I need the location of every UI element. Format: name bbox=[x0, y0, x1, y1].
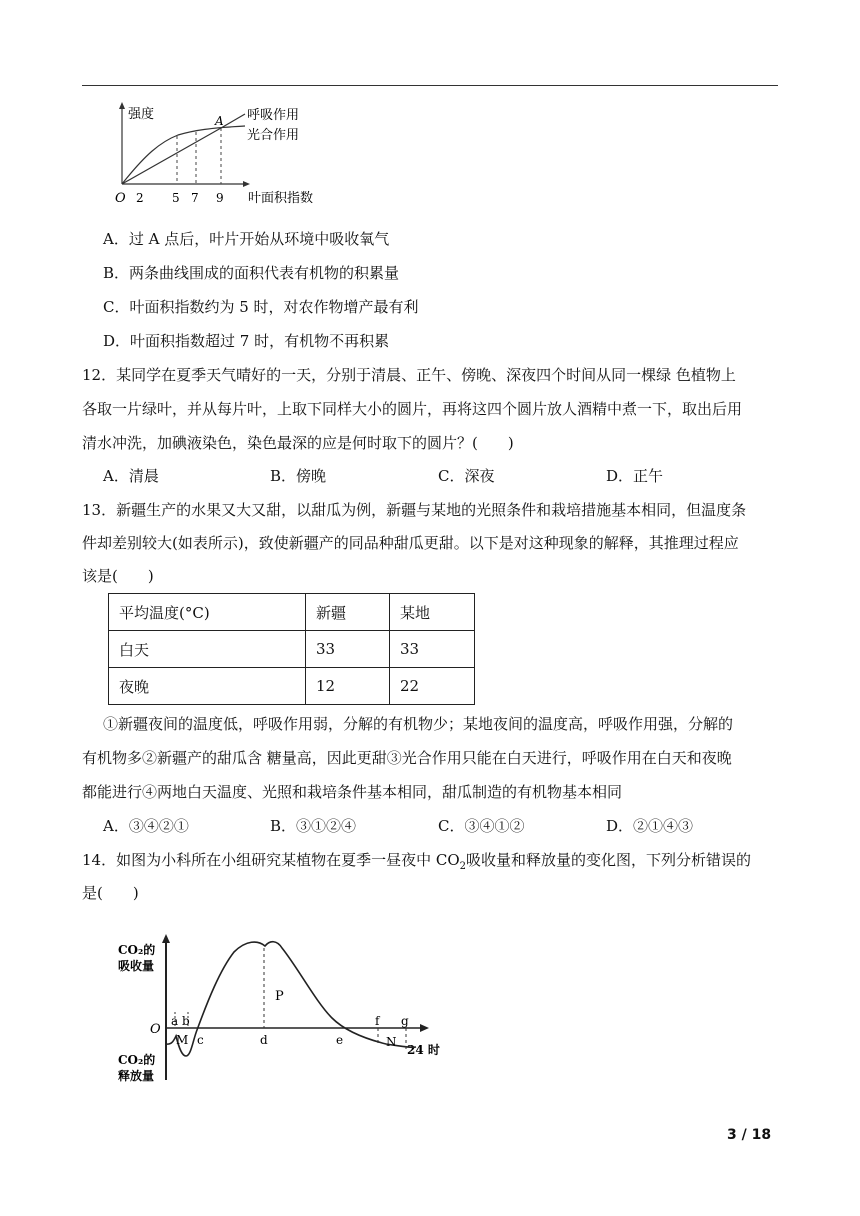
y-bottom-label-1: CO₂的 bbox=[118, 1053, 156, 1067]
y-bottom-label-2: 释放量 bbox=[118, 1069, 155, 1083]
table-cell: 12 bbox=[306, 668, 390, 705]
q12-stem-line-3: 清水冲洗，加碘液染色，染色最深的应是何时取下的圆片？( ) bbox=[82, 434, 514, 452]
table-row bbox=[109, 631, 475, 668]
figure-co2-exchange bbox=[110, 930, 450, 1090]
photosynthesis-label: 光合作用 bbox=[247, 128, 300, 143]
tick-5: 5 bbox=[172, 191, 180, 205]
q14-stem-line-2: 是( ) bbox=[82, 884, 139, 902]
table-cell: 22 bbox=[390, 668, 475, 705]
point-d: d bbox=[260, 1033, 268, 1047]
q13-stem-line-2: 件却差别较大(如表所示)，致使新疆产的同品种甜瓜更甜。以下是对这种现象的解释，其推理过程应 bbox=[82, 534, 739, 552]
q11-option-d: D．叶面积指数超过 7 时，有机物不再积累 bbox=[103, 332, 390, 350]
table-row bbox=[109, 668, 475, 705]
table-header-cell: 平均温度(°C) bbox=[109, 594, 306, 631]
q12-option-d: D．正午 bbox=[606, 467, 664, 485]
q12-option-a: A．清晨 bbox=[103, 467, 159, 485]
q12-stem-line-1: 12．某同学在夏季天气晴好的一天，分别于清晨、正午、傍晚、深夜四个时间从同一棵绿 色植物上 bbox=[82, 366, 736, 384]
temperature-table bbox=[108, 593, 475, 705]
region-m: M bbox=[176, 1033, 189, 1047]
point-e: e bbox=[336, 1033, 344, 1047]
q13-option-b: B．③①②④ bbox=[270, 817, 357, 835]
q11-option-a: A．过 A 点后，叶片开始从环境中吸收氧气 bbox=[103, 230, 390, 248]
table-cell: 白天 bbox=[109, 631, 306, 668]
q13-statement-line-2: 有机物多②新疆产的甜瓜含 糖量高，因此更甜③光合作用只能在白天进行，呼吸作用在白天和夜晚 bbox=[82, 749, 732, 767]
table-cell: 33 bbox=[390, 631, 475, 668]
q13-stem-line-3: 该是( ) bbox=[82, 567, 154, 585]
tick-9: 9 bbox=[216, 191, 224, 205]
respiration-label: 呼吸作用 bbox=[247, 108, 300, 123]
region-p: P bbox=[275, 989, 284, 1004]
q13-stem-line-1: 13．新疆生产的水果又大又甜，以甜瓜为例，新疆与某地的光照条件和栽培措施基本相同，但温度条 bbox=[82, 501, 747, 519]
q14-stem-pre: 14．如图为小科所在小组研究某植物在夏季一昼夜中 CO bbox=[82, 851, 460, 869]
y-axis-label: 强度 bbox=[128, 107, 155, 122]
tick-2: 2 bbox=[136, 191, 144, 205]
q12-stem-line-2: 各取一片绿叶，并从每片叶，上取下同样大小的圆片，再将这四个圆片放人酒精中煮一下，取出后用 bbox=[82, 400, 743, 418]
table-header-row bbox=[109, 594, 475, 631]
point-b: b bbox=[182, 1014, 190, 1028]
photosynthesis-curve bbox=[122, 126, 245, 184]
table-header-cell: 新疆 bbox=[306, 594, 390, 631]
point-a: a bbox=[171, 1014, 179, 1028]
origin-label: O bbox=[115, 191, 126, 206]
point-c: c bbox=[197, 1033, 204, 1047]
q12-option-c: C．深夜 bbox=[438, 467, 495, 485]
q12-options bbox=[103, 466, 783, 486]
respiration-curve bbox=[122, 114, 245, 184]
q14-stem-line-1 bbox=[82, 850, 782, 877]
q11-option-b: B．两条曲线围成的面积代表有机物的积累量 bbox=[103, 264, 400, 282]
q13-options bbox=[103, 816, 783, 836]
tick-7: 7 bbox=[191, 191, 199, 205]
q12-option-b: B．傍晚 bbox=[270, 467, 327, 485]
x-axis-label: 叶面积指数 bbox=[248, 191, 314, 206]
q14-subscript: 2 bbox=[459, 861, 467, 872]
q13-statement-line-1: ①新疆夜间的温度低，呼吸作用弱，分解的有机物少；某地夜间的温度高，呼吸作用强，分解的 bbox=[103, 715, 734, 733]
q13-option-a: A．③④②① bbox=[103, 817, 189, 835]
q14-stem-post: 吸收量和释放量的变化图，下列分析错误的 bbox=[466, 851, 752, 869]
region-n: N bbox=[386, 1035, 397, 1049]
point-g: g bbox=[401, 1014, 409, 1028]
table-cell: 夜晚 bbox=[109, 668, 306, 705]
q11-option-c: C．叶面积指数约为 5 时，对农作物增产最有利 bbox=[103, 298, 419, 316]
figure-leaf-area-index bbox=[100, 100, 330, 210]
y-top-label-2: 吸收量 bbox=[118, 959, 155, 973]
q13-statement-line-3: 都能进行④两地白天温度、光照和栽培条件基本相同，甜瓜制造的有机物基本相同 bbox=[82, 783, 623, 801]
y-top-label-1: CO₂的 bbox=[118, 943, 156, 957]
point-a-label: A bbox=[215, 114, 224, 128]
origin-label: O bbox=[150, 1022, 161, 1037]
table-header-cell: 某地 bbox=[390, 594, 475, 631]
header-rule bbox=[82, 85, 778, 86]
point-f: f bbox=[375, 1014, 380, 1028]
x-axis-label: 24 时 bbox=[407, 1043, 440, 1057]
q13-option-d: D．②①④③ bbox=[606, 817, 694, 835]
page-number: 3 / 18 bbox=[727, 1127, 772, 1143]
q13-option-c: C．③④①② bbox=[438, 817, 525, 835]
table-cell: 33 bbox=[306, 631, 390, 668]
